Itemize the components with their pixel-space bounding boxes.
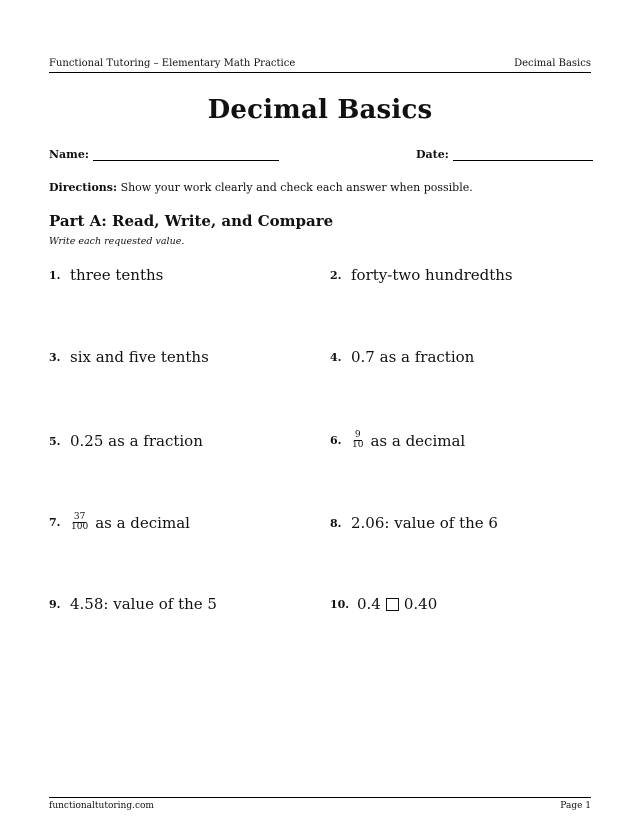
fraction bbox=[351, 431, 364, 450]
directions-text: Show your work clearly and check each answer when possible. bbox=[120, 181, 473, 194]
question-number: 7. bbox=[49, 516, 61, 529]
question-4 bbox=[330, 348, 474, 366]
comparison-answer-box[interactable] bbox=[386, 598, 399, 611]
fraction bbox=[70, 513, 89, 532]
question-number: 1. bbox=[49, 268, 61, 282]
question-2 bbox=[330, 266, 513, 284]
question-number: 3. bbox=[49, 350, 61, 364]
question-10 bbox=[330, 595, 437, 613]
fraction-denominator: 100 bbox=[71, 522, 89, 532]
question-text: as a decimal bbox=[370, 431, 466, 450]
question-text: six and five tenths bbox=[70, 348, 209, 366]
question-number: 5. bbox=[49, 434, 61, 448]
name-label: Name: bbox=[49, 148, 89, 161]
question-1 bbox=[49, 266, 163, 284]
fraction-numerator: 9 bbox=[354, 430, 361, 440]
question-number: 2. bbox=[330, 268, 342, 282]
question-text: forty-two hundredths bbox=[351, 266, 513, 284]
question-3 bbox=[49, 348, 209, 366]
page-header bbox=[49, 58, 591, 73]
part-a-title: Part A: Read, Write, and Compare bbox=[49, 212, 334, 230]
question-number: 4. bbox=[330, 350, 342, 364]
question-5 bbox=[49, 432, 203, 450]
footer-left: functionaltutoring.com bbox=[49, 801, 154, 811]
compare-right-value: 0.40 bbox=[403, 595, 438, 613]
question-9 bbox=[49, 595, 217, 613]
question-text: 2.06: value of the 6 bbox=[351, 514, 498, 532]
compare-left-value: 0.4 bbox=[357, 595, 381, 613]
question-7 bbox=[49, 513, 190, 532]
date-field[interactable] bbox=[416, 148, 593, 161]
question-text: 0.25 as a fraction bbox=[70, 432, 203, 450]
date-label: Date: bbox=[416, 148, 449, 161]
question-number: 9. bbox=[49, 597, 61, 611]
page-title: Decimal Basics bbox=[207, 95, 433, 125]
directions-label: Directions: bbox=[49, 181, 118, 194]
fraction-denominator: 10 bbox=[352, 440, 364, 450]
directions bbox=[49, 181, 473, 194]
question-number: 10. bbox=[330, 597, 350, 611]
page-footer bbox=[49, 797, 591, 811]
header-right: Decimal Basics bbox=[514, 58, 591, 69]
question-text: 4.58: value of the 5 bbox=[70, 595, 217, 613]
question-6 bbox=[330, 431, 465, 450]
fraction-numerator: 37 bbox=[73, 512, 86, 522]
question-text: 0.7 as a fraction bbox=[351, 348, 475, 366]
question-text: as a decimal bbox=[95, 513, 190, 532]
name-line[interactable] bbox=[93, 150, 279, 161]
header-left: Functional Tutoring – Elementary Math Practice bbox=[49, 58, 296, 69]
name-field[interactable] bbox=[49, 148, 279, 161]
question-8 bbox=[330, 514, 498, 532]
question-number: 8. bbox=[330, 516, 342, 530]
question-number: 6. bbox=[330, 434, 342, 447]
question-text: three tenths bbox=[70, 266, 164, 284]
part-a-instructions: Write each requested value. bbox=[49, 236, 185, 247]
date-line[interactable] bbox=[453, 150, 593, 161]
footer-page-number: Page 1 bbox=[560, 801, 591, 811]
